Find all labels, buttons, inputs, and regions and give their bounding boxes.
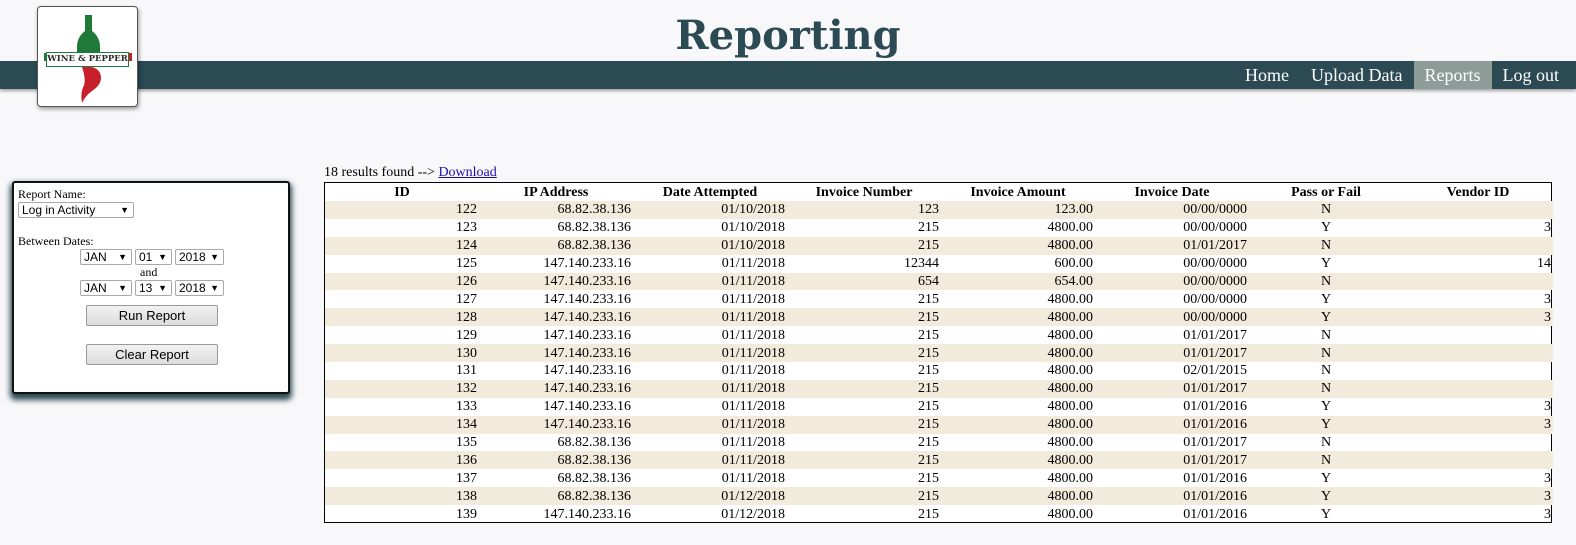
table-cell: 139 — [456, 506, 477, 522]
table-header-row — [325, 183, 1553, 201]
table-cell: 01/11/2018 — [721, 291, 785, 307]
table-cell: 127 — [456, 291, 477, 307]
table-cell: N — [1320, 363, 1332, 379]
table-cell: 124 — [325, 237, 479, 255]
table-cell: 68.82.38.136 — [479, 201, 633, 219]
from-month-value: JAN — [84, 250, 107, 264]
table-cell: 3 — [1403, 487, 1553, 505]
table-cell: 130 — [325, 344, 479, 362]
table-cell — [1403, 326, 1553, 344]
results-table — [324, 182, 1552, 523]
from-month-select[interactable] — [80, 249, 132, 265]
table-cell: 147.140.233.16 — [543, 256, 631, 272]
table-cell — [1403, 344, 1553, 362]
table-cell: 01/10/2018 — [721, 220, 785, 236]
table-row — [325, 398, 1553, 416]
nav-item-reports[interactable]: Reports — [1414, 61, 1492, 89]
table-cell: 68.82.38.136 — [557, 470, 631, 486]
table-cell: 123 — [787, 201, 941, 219]
table-row — [325, 255, 1553, 273]
table-cell: 14 — [1537, 256, 1551, 272]
table-cell: 147.140.233.16 — [543, 291, 631, 307]
table-cell: 01/01/2016 — [1095, 416, 1249, 434]
table-cell: N — [1249, 201, 1403, 219]
column-header: Vendor ID — [1446, 184, 1510, 200]
table-cell: 00/00/0000 — [1183, 220, 1247, 236]
table-cell: 135 — [456, 435, 477, 451]
table-cell: 01/11/2018 — [721, 399, 785, 415]
table-cell: 3 — [1544, 220, 1551, 236]
table-cell: 133 — [456, 399, 477, 415]
table-cell: 4800.00 — [941, 237, 1095, 255]
table-cell: 68.82.38.136 — [479, 451, 633, 469]
table-cell: Y — [1249, 487, 1403, 505]
table-cell: 147.140.233.16 — [543, 506, 631, 522]
table-cell: 01/01/2016 — [1183, 470, 1247, 486]
results-count: 18 results found --> — [324, 165, 435, 180]
nav-item-upload-data[interactable]: Upload Data — [1311, 65, 1403, 85]
run-report-button[interactable]: Run Report — [86, 305, 218, 326]
table-row — [325, 434, 1553, 452]
between-dates-label: Between Dates: — [18, 234, 94, 248]
table-cell: 134 — [325, 416, 479, 434]
from-year-value: 2018 — [179, 250, 206, 264]
table-cell: 600.00 — [1054, 256, 1093, 272]
nav-menu — [1234, 61, 1570, 89]
table-cell: 215 — [787, 380, 941, 398]
table-cell: 215 — [918, 399, 939, 415]
report-name-value: Log in Activity — [22, 203, 96, 217]
column-header: Date Attempted — [662, 184, 758, 200]
table-cell: 215 — [918, 435, 939, 451]
table-cell: 3 — [1544, 506, 1551, 522]
top-navbar — [0, 61, 1576, 89]
table-row — [325, 308, 1553, 326]
table-cell: 01/11/2018 — [721, 363, 785, 379]
table-cell: 215 — [918, 506, 939, 522]
table-cell: 147.140.233.16 — [543, 399, 631, 415]
table-row — [325, 416, 1553, 434]
table-cell: 3 — [1544, 399, 1551, 415]
table-cell: Y — [1320, 220, 1332, 236]
table-cell: 4800.00 — [1047, 327, 1093, 343]
clear-report-button[interactable]: Clear Report — [86, 344, 218, 365]
table-row — [325, 505, 1553, 523]
dropdown-arrow-icon: ▼ — [158, 252, 167, 262]
table-cell: 4800.00 — [941, 308, 1095, 326]
table-cell: 147.140.233.16 — [479, 380, 633, 398]
table-row — [325, 362, 1553, 380]
column-header: IP Address — [523, 184, 589, 200]
table-cell: 147.140.233.16 — [479, 416, 633, 434]
table-cell: 01/11/2018 — [633, 308, 787, 326]
nav-item-log-out[interactable]: Log out — [1502, 65, 1559, 85]
table-cell: 01/11/2018 — [633, 273, 787, 291]
table-cell: 136 — [325, 451, 479, 469]
table-cell: 01/01/2017 — [1095, 237, 1249, 255]
table-cell: 137 — [456, 470, 477, 486]
table-cell — [1403, 380, 1553, 398]
table-row — [325, 219, 1553, 237]
table-cell: 122 — [325, 201, 479, 219]
table-cell: 01/01/2016 — [1183, 506, 1247, 522]
from-year-select[interactable] — [175, 249, 224, 265]
table-cell: 01/12/2018 — [633, 487, 787, 505]
table-cell: Y — [1320, 470, 1332, 486]
table-cell: Y — [1320, 506, 1332, 522]
table-cell: 147.140.233.16 — [479, 308, 633, 326]
table-cell: 654 — [787, 273, 941, 291]
column-header: Invoice Date — [1134, 184, 1210, 200]
table-cell: 123 — [456, 220, 477, 236]
table-row — [325, 344, 1553, 362]
dropdown-arrow-icon: ▼ — [210, 283, 219, 293]
table-cell: 147.140.233.16 — [479, 344, 633, 362]
table-cell: 01/11/2018 — [633, 451, 787, 469]
table-cell: 3 — [1544, 470, 1551, 486]
table-cell: 12344 — [904, 256, 939, 272]
table-cell: 00/00/0000 — [1095, 201, 1249, 219]
table-cell — [1403, 201, 1553, 219]
table-cell: 125 — [456, 256, 477, 272]
table-row — [325, 273, 1553, 291]
table-cell: 01/11/2018 — [633, 380, 787, 398]
from-day-select[interactable] — [135, 249, 172, 265]
table-cell: 131 — [456, 363, 477, 379]
table-cell: 147.140.233.16 — [543, 363, 631, 379]
table-cell: 215 — [918, 363, 939, 379]
table-cell: 00/00/0000 — [1095, 273, 1249, 291]
table-row — [325, 469, 1553, 487]
table-cell: 215 — [918, 470, 939, 486]
download-link[interactable]: Download — [438, 165, 497, 180]
column-header: Invoice Amount — [970, 184, 1066, 200]
dropdown-arrow-icon: ▼ — [210, 252, 219, 262]
table-cell: 01/11/2018 — [721, 327, 785, 343]
table-cell: 654.00 — [941, 273, 1095, 291]
report-form-panel — [12, 181, 290, 394]
to-day-value: 13 — [139, 281, 153, 295]
table-cell: 4800.00 — [1047, 291, 1093, 307]
table-cell: 4800.00 — [1047, 470, 1093, 486]
report-name-label: Report Name: — [18, 187, 86, 201]
table-cell: 4800.00 — [941, 487, 1095, 505]
table-cell: 01/11/2018 — [721, 470, 785, 486]
table-cell: 01/01/2016 — [1183, 399, 1247, 415]
table-cell: 01/01/2017 — [1095, 380, 1249, 398]
table-cell: 4800.00 — [941, 344, 1095, 362]
table-cell: 01/11/2018 — [721, 435, 785, 451]
dropdown-arrow-icon: ▼ — [158, 283, 167, 293]
table-cell: 4800.00 — [941, 380, 1095, 398]
table-cell: 68.82.38.136 — [479, 487, 633, 505]
table-row — [325, 380, 1553, 398]
table-cell: N — [1320, 435, 1332, 451]
table-cell: N — [1249, 237, 1403, 255]
table-cell: N — [1249, 451, 1403, 469]
table-cell: 129 — [456, 327, 477, 343]
table-row — [325, 201, 1553, 219]
table-cell: 126 — [325, 273, 479, 291]
table-cell: 4800.00 — [1047, 220, 1093, 236]
table-cell: 01/10/2018 — [633, 201, 787, 219]
table-cell: 00/00/0000 — [1183, 291, 1247, 307]
table-cell: 00/00/0000 — [1095, 308, 1249, 326]
table-row — [325, 487, 1553, 505]
report-name-select[interactable] — [18, 202, 134, 218]
table-cell: 01/01/2017 — [1183, 435, 1247, 451]
table-cell: 01/10/2018 — [633, 237, 787, 255]
table-cell: 4800.00 — [941, 416, 1095, 434]
table-cell: 215 — [787, 308, 941, 326]
table-cell: 01/11/2018 — [633, 416, 787, 434]
nav-item-home[interactable]: Home — [1245, 65, 1290, 85]
table-row — [325, 451, 1553, 469]
table-cell: Y — [1249, 416, 1403, 434]
to-day-select[interactable] — [135, 280, 172, 296]
table-cell: 01/12/2018 — [721, 506, 785, 522]
table-body — [325, 201, 1553, 523]
table-cell: 01/01/2016 — [1095, 487, 1249, 505]
table-cell: 215 — [918, 291, 939, 307]
table-cell — [1403, 434, 1553, 452]
table-cell: 215 — [787, 451, 941, 469]
table-cell: 132 — [325, 380, 479, 398]
column-header: Invoice Number — [815, 184, 913, 200]
table-cell: 68.82.38.136 — [479, 237, 633, 255]
dropdown-arrow-icon: ▼ — [118, 283, 127, 293]
table-cell: Y — [1320, 256, 1332, 272]
table-cell: N — [1320, 327, 1332, 343]
logo-text: WINE & PEPPER — [46, 52, 129, 67]
table-cell: 3 — [1544, 291, 1551, 307]
table-cell: 4800.00 — [1047, 363, 1093, 379]
to-year-value: 2018 — [179, 281, 206, 295]
table-cell: 128 — [325, 308, 479, 326]
table-row — [325, 326, 1553, 344]
table-cell: 3 — [1403, 308, 1553, 326]
table-cell: 68.82.38.136 — [557, 220, 631, 236]
table-cell: 02/01/2015 — [1183, 363, 1247, 379]
table-cell: 215 — [787, 344, 941, 362]
table-cell: 123.00 — [941, 201, 1095, 219]
table-cell: 4800.00 — [941, 451, 1095, 469]
to-month-value: JAN — [84, 281, 107, 295]
dropdown-arrow-icon: ▼ — [118, 252, 127, 262]
table-cell: 215 — [787, 487, 941, 505]
table-cell: 68.82.38.136 — [557, 435, 631, 451]
table-cell: 01/11/2018 — [721, 256, 785, 272]
from-day-value: 01 — [139, 250, 153, 264]
table-cell — [1403, 273, 1553, 291]
to-year-select[interactable] — [175, 280, 224, 296]
table-cell: 215 — [787, 237, 941, 255]
table-cell: N — [1249, 273, 1403, 291]
table-row — [325, 290, 1553, 308]
table-cell: 3 — [1403, 416, 1553, 434]
logo[interactable] — [37, 6, 138, 107]
table-cell: Y — [1320, 291, 1332, 307]
table-cell: 215 — [918, 220, 939, 236]
table-cell: 4800.00 — [1047, 506, 1093, 522]
table-cell: 4800.00 — [1047, 435, 1093, 451]
page-title: Reporting — [675, 12, 901, 59]
column-header: Pass or Fail — [1291, 184, 1361, 200]
table-cell: 01/01/2017 — [1095, 451, 1249, 469]
table-cell: Y — [1320, 399, 1332, 415]
table-cell: 147.140.233.16 — [543, 327, 631, 343]
table-cell: 215 — [918, 327, 939, 343]
table-cell — [1403, 237, 1553, 255]
table-cell: 00/00/0000 — [1183, 256, 1247, 272]
results-summary — [324, 165, 497, 181]
to-month-select[interactable] — [80, 280, 132, 296]
table-cell: Y — [1249, 308, 1403, 326]
table-cell — [1403, 451, 1553, 469]
table-cell: 215 — [787, 416, 941, 434]
table-cell: 138 — [325, 487, 479, 505]
table-cell: N — [1249, 344, 1403, 362]
column-header: ID — [394, 184, 410, 200]
table-cell — [1403, 362, 1553, 380]
table-cell: 01/01/2017 — [1183, 327, 1247, 343]
table-row — [325, 237, 1553, 255]
table-cell: N — [1249, 380, 1403, 398]
table-cell: 01/11/2018 — [633, 344, 787, 362]
dropdown-arrow-icon: ▼ — [120, 205, 129, 215]
and-label: and — [140, 265, 158, 279]
results-grid — [325, 183, 1553, 523]
table-cell: 147.140.233.16 — [479, 273, 633, 291]
table-cell: 4800.00 — [1047, 399, 1093, 415]
table-cell: 01/01/2017 — [1095, 344, 1249, 362]
